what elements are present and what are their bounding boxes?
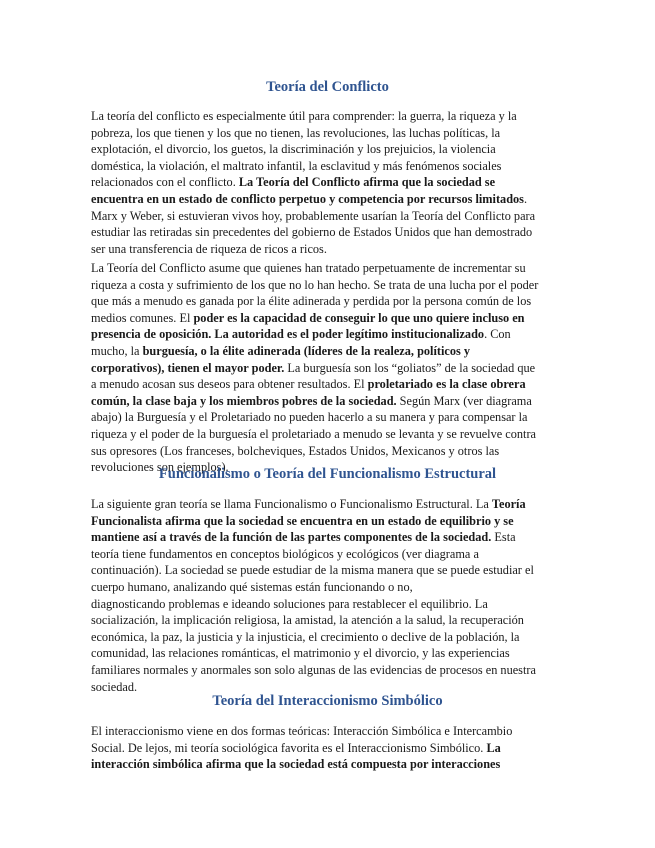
bold-text-run: mantiene así a través de la función de las partes componentes de la sociedad. bbox=[91, 530, 492, 545]
bold-text-run: corporativos), tienen el mayor poder. bbox=[91, 360, 285, 375]
text-line bbox=[91, 343, 569, 360]
text-run: sus opresores (Los franceses, bolcheviques, Estados Unidos, Mexicanos y otros las bbox=[91, 443, 500, 458]
section-heading-functionalism: Funcionalismo o Teoría del Funcionalismo Estructural bbox=[158, 466, 497, 482]
text-line bbox=[91, 376, 569, 393]
text-line bbox=[91, 208, 569, 225]
text-line bbox=[91, 224, 569, 241]
text-run: Según Marx (ver diagrama bbox=[396, 393, 532, 408]
text-line bbox=[91, 310, 569, 327]
text-run: La burguesía son los “goliatos” de la sociedad que bbox=[284, 360, 536, 375]
bold-text-run: Funcionalista afirma que la sociedad se encuentra en un estado de equilibrio y se bbox=[91, 513, 514, 528]
bold-text-run: Teoría bbox=[491, 497, 526, 511]
text-run: La teoría del conflicto es especialmente útil para comprender: la guerra, la riqueza y la bbox=[91, 109, 517, 123]
bold-text-run: proletariado es la clase obrera bbox=[367, 377, 526, 392]
text-run: comunidad, las relaciones románticas, el matrimonio y el divorcio, y las experiencias bbox=[91, 646, 510, 661]
text-run: Esta bbox=[491, 530, 516, 545]
text-run: cuerpo humano, analizando qué sistemas están funcionando o no, bbox=[91, 579, 413, 594]
paragraph bbox=[91, 108, 569, 257]
text-run: riqueza y el poder de la burguesía el proletariado a menudo se levanta y se revuelve contra bbox=[91, 426, 537, 441]
text-line bbox=[91, 579, 569, 596]
text-line bbox=[91, 393, 569, 410]
text-line bbox=[91, 629, 569, 646]
text-line bbox=[91, 662, 569, 679]
text-line bbox=[91, 293, 569, 310]
paragraph bbox=[91, 723, 569, 773]
bold-text-run: común, la clase baja y los miembros pobres de la sociedad. bbox=[91, 393, 397, 408]
text-line bbox=[91, 546, 569, 563]
text-line bbox=[91, 108, 569, 125]
text-line bbox=[91, 513, 569, 530]
text-run: ser una transferencia de riqueza de ricos a ricos. bbox=[91, 241, 327, 256]
text-run: a menudo acosan sus deseos para obtener resultados. El bbox=[91, 377, 368, 392]
text-line bbox=[91, 241, 569, 258]
text-line bbox=[91, 562, 569, 579]
text-run: relacionados con el conflicto. bbox=[91, 175, 239, 190]
text-line bbox=[91, 645, 569, 662]
text-run: teoría tiene fundamentos en conceptos biológicos y ecológicos (ver diagrama a bbox=[91, 546, 479, 561]
text-run: sociedad. bbox=[91, 679, 138, 694]
text-line bbox=[91, 596, 569, 613]
bold-text-run: La Teoría del Conflicto afirma que la sociedad se bbox=[238, 175, 496, 190]
bold-text-run: encuentra en un estado de conflicto perpetuo y competencia por recursos limitados bbox=[91, 191, 524, 206]
text-line bbox=[91, 260, 569, 277]
text-run: explotación, el divorcio, los guetos, la discriminación y los prejuicios, la violencia bbox=[91, 142, 496, 157]
text-line bbox=[91, 174, 569, 191]
text-run: socialización, la implicación religiosa, la amistad, la atención a la salud, la recuperación bbox=[91, 613, 524, 628]
bold-text-run: La bbox=[486, 740, 501, 755]
text-run: abajo) la Burguesía y el Proletariado no pueden hacerlo a su manera y para compensar la bbox=[91, 410, 528, 425]
text-run: Social. De lejos, mi teoría sociológica favorita es el Interaccionismo Simbólico. bbox=[91, 740, 487, 755]
text-line bbox=[91, 141, 569, 158]
text-run: estudiar las retiradas sin precedentes del gobierno de Estados Unidos que han demostrado bbox=[91, 225, 533, 240]
text-run: riqueza a costa y sufrimiento de los que no lo han hecho. Se trata de una lucha por el poder bbox=[91, 277, 539, 292]
text-run: continuación). La sociedad se puede estudiar de la misma manera que se puede estudiar el bbox=[91, 563, 534, 578]
text-line bbox=[91, 191, 569, 208]
text-line bbox=[91, 158, 569, 175]
text-run: La Teoría del Conflicto asume que quienes han tratado perpetuamente de incrementar su bbox=[91, 261, 526, 275]
text-run: doméstica, la violación, el maltrato infantil, la esclavitud y más fenómenos sociales bbox=[91, 158, 502, 173]
text-run: mucho, la bbox=[91, 343, 143, 358]
text-run: El interaccionismo viene en dos formas teóricas: Interacción Simbólica e Intercambio bbox=[91, 724, 513, 738]
text-line bbox=[91, 360, 569, 377]
bold-text-run: burguesía, o la élite adinerada (líderes de la realeza, políticos y bbox=[142, 343, 471, 358]
text-line bbox=[91, 740, 569, 757]
bold-text-run: presencia de oposición. La autoridad es el poder legítimo institucionalizado bbox=[91, 327, 485, 342]
text-run: pobreza, los que tienen y los que no tienen, las revoluciones, las luchas políticas, la bbox=[91, 125, 501, 140]
text-run: revoluciones son ejemplos). bbox=[91, 460, 229, 475]
bold-text-run: interacción simbólica afirma que la sociedad está compuesta por interacciones bbox=[91, 757, 501, 772]
bold-text-run: poder es la capacidad de conseguir lo que uno quiere incluso en bbox=[193, 310, 525, 325]
text-line bbox=[91, 756, 569, 773]
text-line bbox=[91, 496, 569, 513]
text-line bbox=[91, 409, 569, 426]
text-line bbox=[91, 426, 569, 443]
text-run: medios comunes. El bbox=[91, 310, 194, 325]
paragraph bbox=[91, 496, 569, 695]
text-line bbox=[91, 529, 569, 546]
text-run: que más a menudo es ganada por la élite adinerada y perdida por la persona común de los bbox=[91, 294, 532, 309]
text-line bbox=[91, 612, 569, 629]
text-run: familiares normales y anormales son solo algunas de las evidencias de procesos en nuestra bbox=[91, 662, 536, 677]
text-line bbox=[91, 125, 569, 142]
section-heading-symbolic-interactionism: Teoría del Interaccionismo Simbólico bbox=[212, 693, 443, 709]
text-run: La siguiente gran teoría se llama Funcionalismo o Funcionalismo Estructural. La bbox=[91, 497, 492, 511]
text-run: económica, la paz, la justicia y la injusticia, el crecimiento o declive de la población, la bbox=[91, 629, 520, 644]
text-run: . bbox=[523, 191, 528, 206]
text-run: Marx y Weber, si estuvieran vivos hoy, probablemente usarían la Teoría del Conflicto para bbox=[91, 208, 536, 223]
text-run: . Con bbox=[484, 327, 511, 342]
text-line bbox=[91, 443, 569, 460]
text-line bbox=[91, 277, 569, 294]
text-line bbox=[91, 326, 569, 343]
section-heading-conflict: Teoría del Conflicto bbox=[266, 79, 389, 95]
text-line bbox=[91, 723, 569, 740]
text-run: diagnosticando problemas e ideando soluciones para restablecer el equilibrio. La bbox=[91, 596, 488, 611]
paragraph bbox=[91, 260, 569, 476]
